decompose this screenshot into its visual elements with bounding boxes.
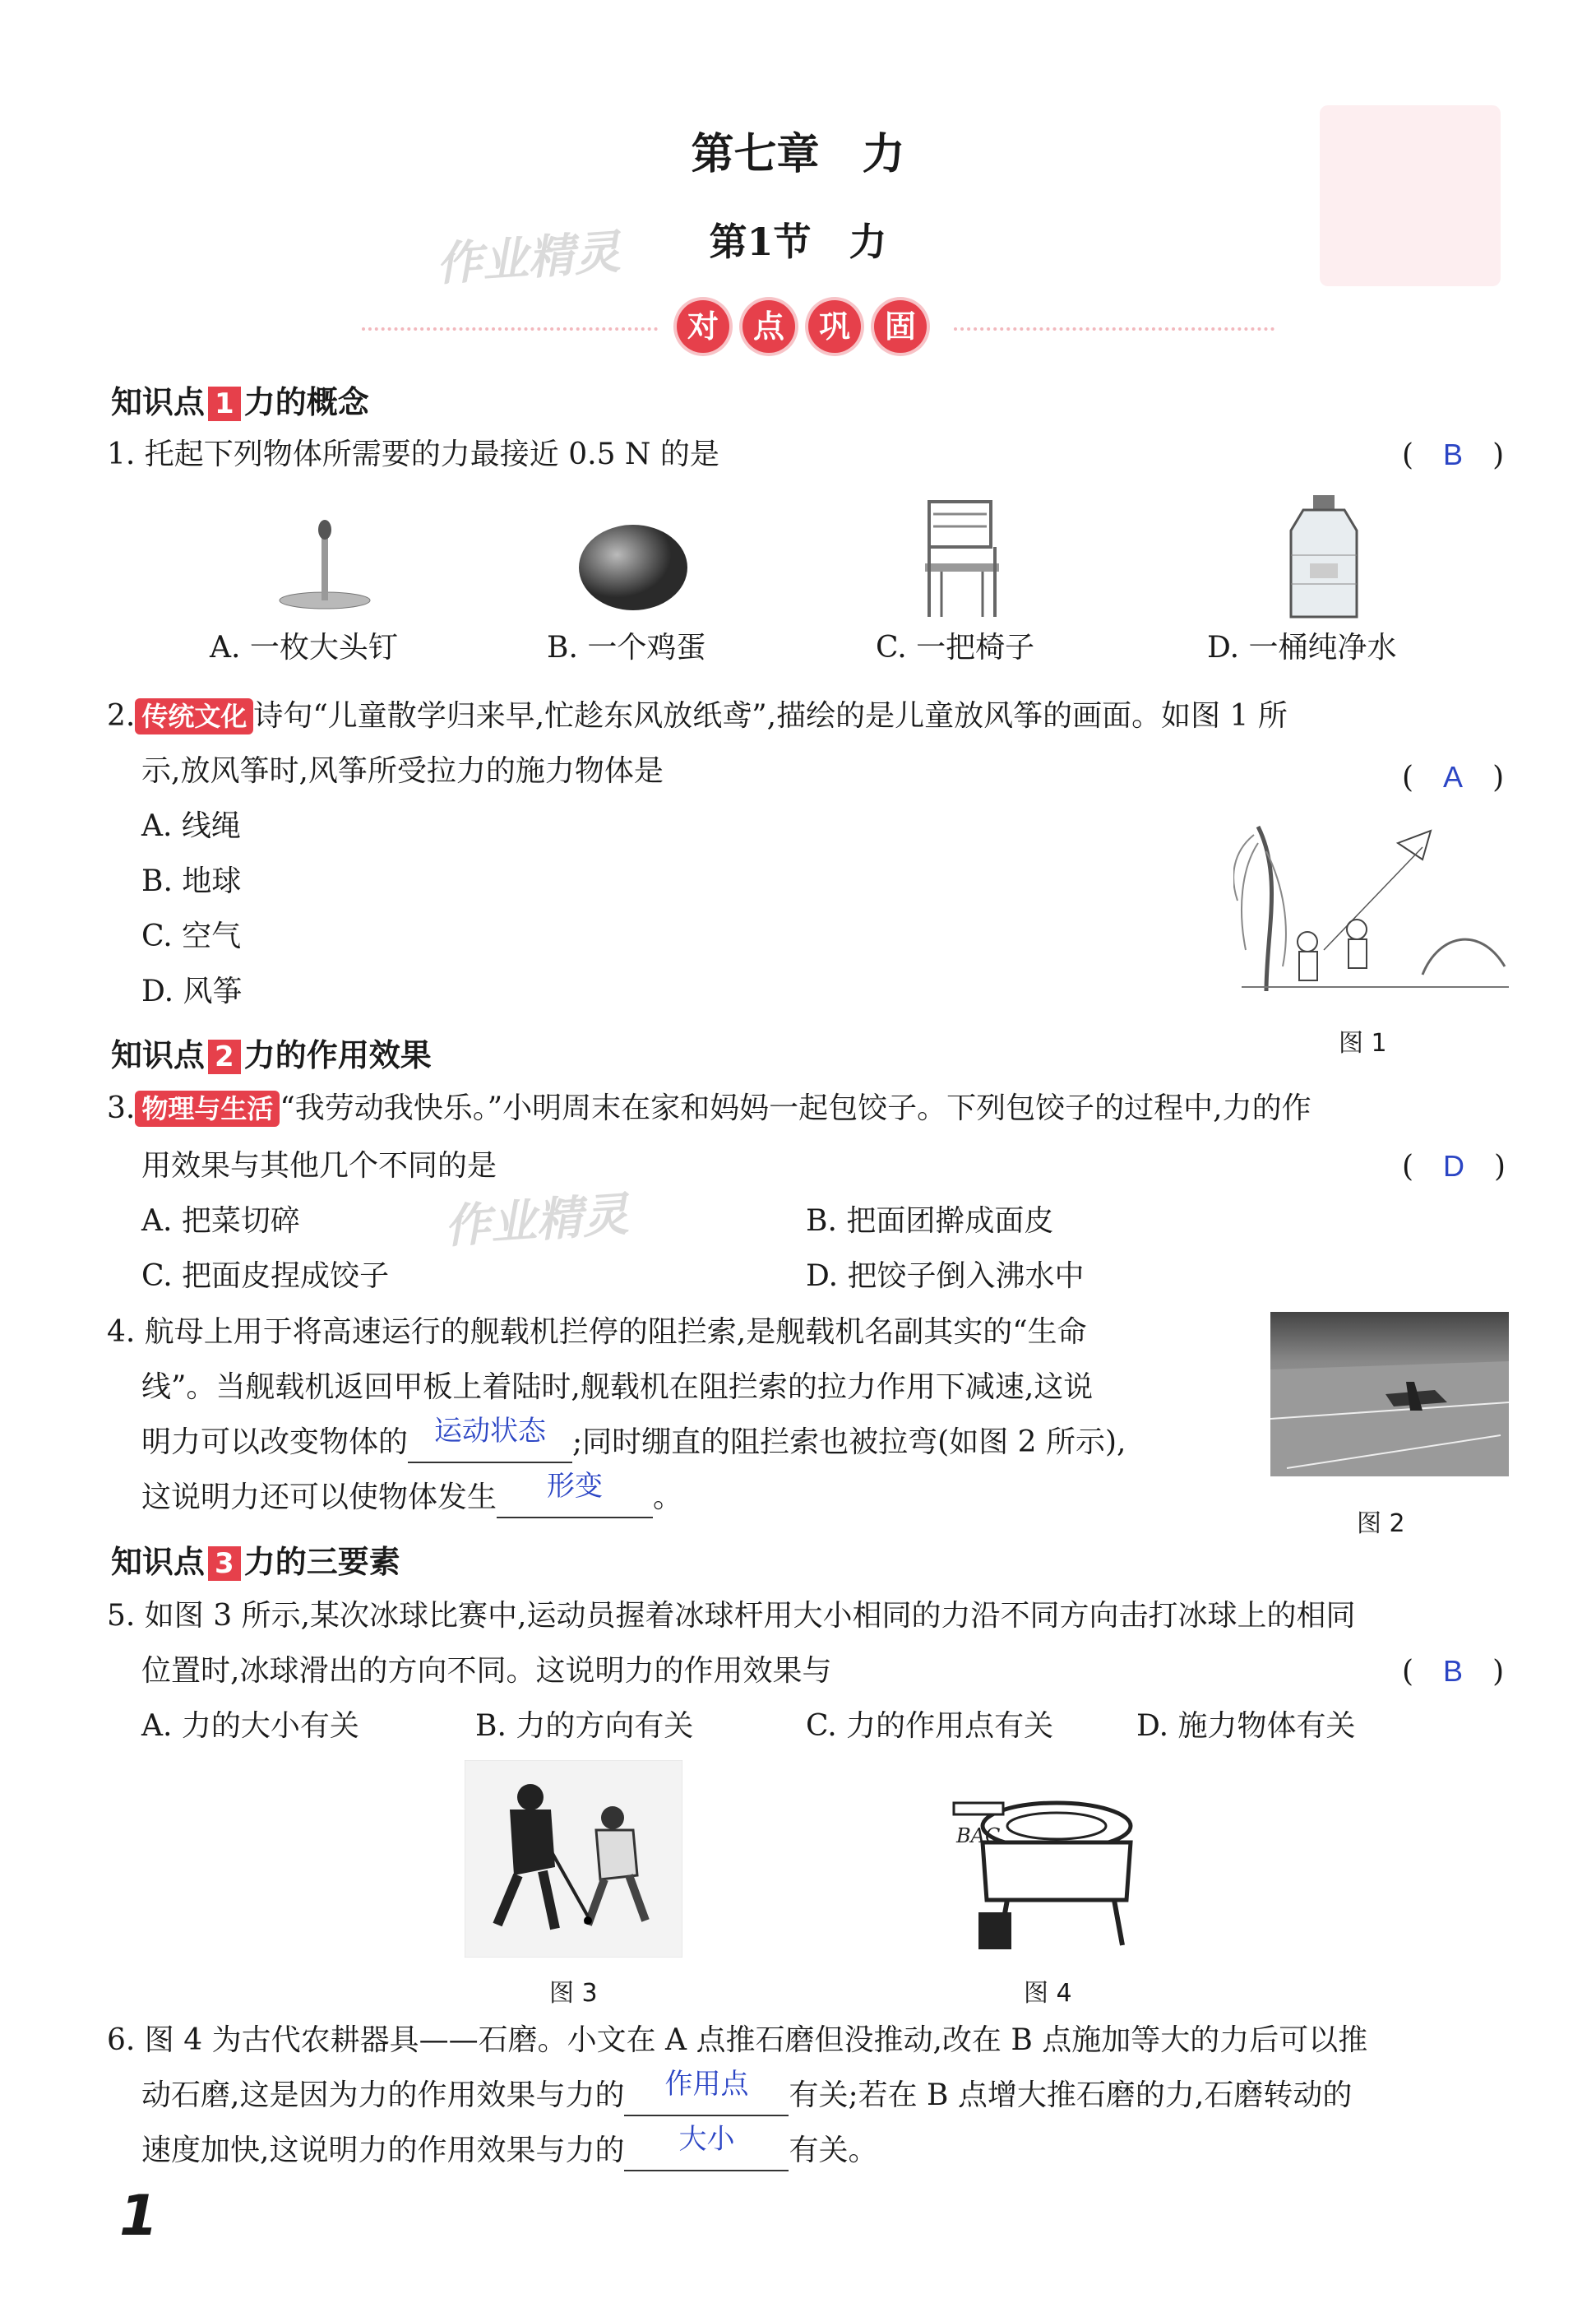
q2-line1: 2. 传统文化 诗句“儿童散学归来早,忙趁东风放纸鸢”,描绘的是儿童放风筝的画面。如图 1 所 <box>107 699 1288 733</box>
ice-hockey-photo <box>465 1760 682 1958</box>
q5-answer: B <box>1443 1654 1464 1688</box>
q6-line2: 动石磨,这是因为力的作用效果与力的 作用点 有关;若在 B 点增大推石磨的力,石磨转动的 <box>141 2077 1352 2116</box>
q6-line1: 6. 图 4 为古代农耕器具——石磨。小文在 A 点推石磨但没推动,改在 B 点施加等大的力后可以推 <box>107 2023 1368 2057</box>
q1-option-b: B. 一个鸡蛋 <box>547 631 706 665</box>
fig4-caption: 图 4 <box>1024 1979 1072 2008</box>
kite-illustration <box>1233 810 1513 999</box>
q2-option-c: C. 空气 <box>141 920 242 953</box>
knowledge-point-3: 知识点 3 力的三要素 <box>111 1544 400 1580</box>
q1-text: 1. 托起下列物体所需要的力最接近 0.5 N 的是 <box>107 438 719 471</box>
q1-option-a: A. 一枚大头钉 <box>210 631 398 665</box>
q5-option-b: B. 力的方向有关 <box>475 1709 694 1743</box>
q2-option-b: B. 地球 <box>141 864 242 898</box>
banner <box>670 300 933 353</box>
q1-option-c: C. 一把椅子 <box>876 631 1035 665</box>
q5-option-d: D. 施力物体有关 <box>1136 1709 1356 1743</box>
banner-char: 巩 <box>808 300 861 353</box>
chapter-title: 第七章 力 <box>691 129 905 179</box>
q4-blank2: 形变 <box>497 1479 653 1518</box>
q3-answer-paren: ( D ) <box>1402 1149 1506 1184</box>
aircraft-carrier-photo <box>1270 1312 1509 1476</box>
page-number: 1 <box>119 2184 159 2249</box>
q5-line2: 位置时,冰球滑出的方向不同。这说明力的作用效果与 <box>141 1654 832 1688</box>
fig2-caption: 图 2 <box>1357 1509 1405 1538</box>
q1-answer-paren: ( B ) <box>1402 438 1505 472</box>
q1-answer: B <box>1443 438 1464 471</box>
water-bottle-image <box>1279 494 1369 625</box>
q2-option-d: D. 风筝 <box>141 975 243 1008</box>
watermark: 作业精灵 <box>434 225 622 292</box>
q3-option-b: B. 把面团擀成面皮 <box>806 1204 1054 1238</box>
banner-char: 点 <box>742 300 795 353</box>
q2-line2: 示,放风筝时,风筝所受拉力的施力物体是 <box>141 754 664 788</box>
banner-dots-left <box>362 327 658 331</box>
q4-line3: 明力可以改变物体的 运动状态 ;同时绷直的阻拦索也被拉弯(如图 2 所示), <box>141 1424 1126 1463</box>
banner-char: 对 <box>677 300 729 353</box>
q3-option-c: C. 把面皮捏成饺子 <box>141 1259 390 1293</box>
q3-option-d: D. 把饺子倒入沸水中 <box>806 1259 1085 1293</box>
q3-line1: 3. 物理与生活 “我劳动我快乐。”小明周末在家和妈妈一起包饺子。下列包饺子的过程中,力的作 <box>107 1091 1311 1125</box>
egg-image <box>576 518 691 617</box>
q6-blank1: 作用点 <box>624 2077 789 2116</box>
q5-answer-paren: ( B ) <box>1402 1654 1505 1689</box>
banner-char: 固 <box>874 300 927 353</box>
q6-line3: 速度加快,这说明力的作用效果与力的 大小 有关。 <box>141 2132 877 2171</box>
q2-answer-paren: ( A ) <box>1402 760 1505 795</box>
thumbtack-image <box>263 510 378 617</box>
mill-point-labels: BAC <box>956 1824 1001 1847</box>
q3-option-a: A. 把菜切碎 <box>141 1204 300 1238</box>
fig1-caption: 图 1 <box>1339 1029 1387 1058</box>
stone-mill-drawing <box>950 1777 1147 1958</box>
q4-line2: 线”。当舰载机返回甲板上着陆时,舰载机在阻拦索的拉力作用下减速,这说 <box>141 1370 1094 1404</box>
knowledge-point-2: 知识点 2 力的作用效果 <box>111 1037 432 1073</box>
q3-answer: D <box>1443 1149 1465 1183</box>
q2-answer: A <box>1443 760 1464 794</box>
fig3-caption: 图 3 <box>549 1979 598 2008</box>
tag-physics-life: 物理与生活 <box>135 1091 280 1127</box>
q6-blank2: 大小 <box>624 2132 789 2171</box>
q1-option-d: D. 一桶纯净水 <box>1207 631 1397 665</box>
q4-line4: 这说明力还可以使物体发生 形变 。 <box>141 1479 682 1518</box>
tag-traditional-culture: 传统文化 <box>135 698 253 734</box>
q5-option-a: A. 力的大小有关 <box>141 1709 359 1743</box>
q4-blank1: 运动状态 <box>408 1424 572 1463</box>
q3-line2: 用效果与其他几个不同的是 <box>141 1149 497 1183</box>
q5-option-c: C. 力的作用点有关 <box>806 1709 1054 1743</box>
chair-image <box>917 498 1007 621</box>
banner-dots-right <box>954 327 1274 331</box>
q5-line1: 5. 如图 3 所示,某次冰球比赛中,运动员握着冰球杆用大小相同的力沿不同方向击打冰球上的相同 <box>107 1599 1356 1633</box>
q4-line1: 4. 航母上用于将高速运行的舰载机拦停的阻拦索,是舰载机名副其实的“生命 <box>107 1315 1087 1349</box>
knowledge-point-1: 知识点 1 力的概念 <box>111 384 369 420</box>
section-title: 第1节 力 <box>709 220 887 264</box>
q2-option-a: A. 线绳 <box>141 809 241 843</box>
watermark: 作业精灵 <box>442 1188 631 1254</box>
